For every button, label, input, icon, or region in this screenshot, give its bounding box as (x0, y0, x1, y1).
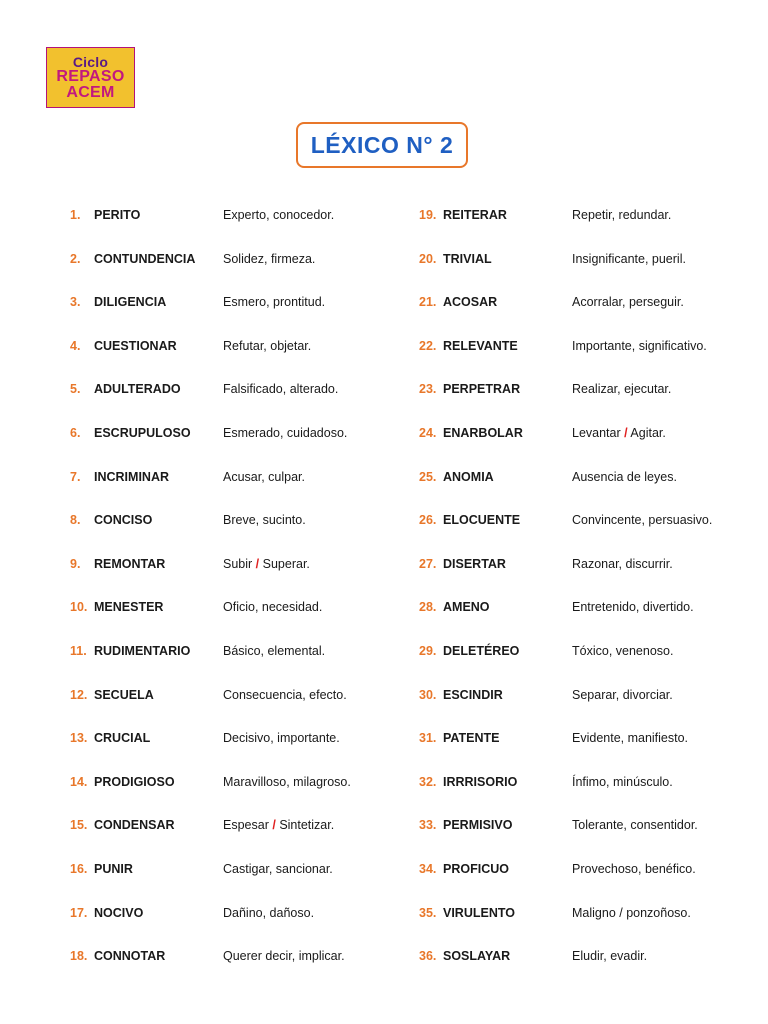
entry-word: SECUELA (94, 687, 154, 702)
entry-number: 12. (70, 687, 88, 702)
entry-definition: Acorralar, perseguir. (572, 295, 684, 310)
entry-definition: Entretenido, divertido. (572, 600, 694, 615)
ciclo-repaso-acem-logo (46, 47, 135, 108)
entry-definition: Experto, conocedor. (223, 208, 335, 222)
definition-part-b: Agitar. (630, 425, 666, 440)
definition-part-b: Superar. (262, 556, 310, 571)
entry-definition: Ausencia de leyes. (572, 469, 677, 484)
entry-number: 26. (419, 513, 437, 528)
entry-number: 16. (70, 861, 88, 876)
logo-line-ciclo: Ciclo (72, 53, 109, 70)
entry-definition: Ínfimo, minúsculo. (572, 774, 673, 789)
entry-number: 17. (70, 905, 88, 920)
entry-definition: Razonar, discurrir. (572, 556, 673, 571)
entry-definition: Solidez, firmeza. (223, 251, 316, 266)
entry-definition (223, 815, 334, 835)
entry-word: ESCRUPULOSO (94, 425, 191, 440)
entry-word: ACOSAR (443, 295, 498, 310)
entry-word: TRIVIAL (443, 251, 492, 266)
entry-number: 15. (70, 818, 88, 833)
definition-part-a: Espesar (223, 818, 269, 833)
definition-separator: / (272, 818, 276, 833)
entry-number: 29. (419, 643, 437, 658)
entry-number: 9. (70, 556, 81, 571)
entry-number: 2. (70, 251, 81, 266)
entry-word: PATENTE (443, 731, 500, 746)
entry-number: 31. (419, 731, 437, 746)
entry-number: 24. (419, 425, 437, 440)
entry-word: PERITO (94, 208, 141, 222)
entry-definition: Oficio, necesidad. (223, 600, 323, 615)
entry-word: PERMISIVO (443, 818, 513, 833)
definition-separator: / (624, 425, 628, 440)
entry-number: 30. (419, 687, 437, 702)
entry-definition (572, 423, 666, 443)
entry-definition: Maligno / ponzoñoso. (572, 905, 691, 920)
entry-definition: Repetir, redundar. (572, 208, 672, 222)
entry-definition: Esmero, prontitud. (223, 295, 326, 310)
logo-line-repaso: REPASO (56, 67, 125, 85)
entry-definition: Insignificante, pueril. (572, 251, 686, 266)
entry-word: CONNOTAR (94, 949, 166, 964)
entry-number: 1. (70, 208, 81, 222)
entry-word: ELOCUENTE (443, 513, 521, 528)
entry-word: VIRULENTO (443, 905, 515, 920)
entry-word: REMONTAR (94, 556, 166, 571)
entry-definition (223, 554, 310, 574)
entry-number: 10. (70, 600, 88, 615)
entry-number: 36. (419, 949, 437, 964)
entry-definition: Evidente, manifiesto. (572, 731, 689, 746)
entry-word: CONDENSAR (94, 818, 175, 833)
page-title: LÉXICO N° 2 (310, 131, 454, 158)
entry-definition: Realizar, ejecutar. (572, 382, 672, 397)
entry-definition: Castigar, sancionar. (223, 861, 333, 876)
entry-word: PROFICUO (443, 861, 509, 876)
entry-definition: Separar, divorciar. (572, 687, 673, 702)
entry-word: ANOMIA (443, 469, 494, 484)
entry-word: IRRRISORIO (443, 774, 518, 789)
entry-word: SOSLAYAR (443, 949, 511, 964)
entry-definition: Básico, elemental. (223, 643, 326, 658)
entry-number: 13. (70, 731, 88, 746)
entry-word: CRUCIAL (94, 731, 151, 746)
entry-definition: Querer decir, implicar. (223, 949, 345, 964)
entry-word: DISERTAR (443, 556, 506, 571)
entry-word: INCRIMINAR (94, 469, 169, 484)
entry-number: 25. (419, 469, 437, 484)
entry-word: CUESTIONAR (94, 338, 177, 353)
entry-definition: Falsificado, alterado. (223, 382, 339, 397)
entry-definition: Maravilloso, milagroso. (223, 774, 351, 789)
definition-part-b: Sintetizar. (279, 818, 335, 833)
definition-part-a: Levantar (572, 425, 621, 440)
entry-number: 18. (70, 949, 88, 964)
entry-number: 28. (419, 600, 437, 615)
entry-number: 35. (419, 905, 437, 920)
entry-word: PUNIR (94, 861, 133, 876)
entry-definition: Tolerante, consentidor. (572, 818, 698, 833)
entry-number: 3. (70, 295, 81, 310)
entry-word: ENARBOLAR (443, 425, 523, 440)
entry-word: PERPETRAR (443, 382, 521, 397)
entry-number: 33. (419, 818, 437, 833)
entry-definition: Refutar, objetar. (223, 338, 312, 353)
entry-definition: Esmerado, cuidadoso. (223, 425, 348, 440)
logo-line-acem: ACEM (66, 83, 115, 101)
entry-number: 5. (70, 382, 81, 397)
entry-definition: Breve, sucinto. (223, 513, 306, 528)
entry-word: RELEVANTE (443, 338, 518, 353)
entry-number: 32. (419, 774, 437, 789)
entry-word: RUDIMENTARIO (94, 643, 191, 658)
definition-separator: / (255, 556, 260, 571)
entry-word: ESCINDIR (443, 687, 503, 702)
entry-number: 23. (419, 382, 437, 397)
entry-word: REITERAR (443, 208, 507, 222)
entry-number: 27. (419, 556, 437, 571)
entry-word: AMENO (443, 600, 490, 615)
entry-definition: Importante, significativo. (572, 338, 707, 353)
entry-number: 7. (70, 469, 81, 484)
entry-number: 22. (419, 338, 437, 353)
entry-number: 4. (70, 338, 81, 353)
entry-definition: Acusar, culpar. (223, 469, 305, 484)
entry-word: NOCIVO (94, 905, 144, 920)
entry-word: DELETÉREO (443, 643, 520, 658)
entry-number: 20. (419, 251, 437, 266)
entry-definition: Consecuencia, efecto. (223, 687, 347, 702)
entry-number: 6. (70, 425, 81, 440)
entry-definition: Tóxico, venenoso. (572, 643, 674, 658)
definition-part-a: Subir (223, 556, 253, 571)
entry-word: CONTUNDENCIA (94, 251, 196, 266)
entry-word: PRODIGIOSO (94, 774, 175, 789)
entry-number: 19. (419, 208, 437, 222)
entry-definition: Eludir, evadir. (572, 949, 648, 964)
entry-number: 34. (419, 861, 437, 876)
entry-word: MENESTER (94, 600, 164, 615)
entry-definition: Provechoso, benéfico. (572, 861, 696, 876)
entry-number: 21. (419, 295, 437, 310)
entry-definition: Dañino, dañoso. (223, 905, 315, 920)
page-title-box (296, 122, 468, 168)
entry-definition: Convincente, persuasivo. (572, 513, 713, 528)
entry-number: 11. (70, 643, 87, 658)
entry-word: DILIGENCIA (94, 295, 167, 310)
entry-number: 8. (70, 513, 81, 528)
entry-word: ADULTERADO (94, 382, 181, 397)
entry-word: CONCISO (94, 513, 153, 528)
entry-number: 14. (70, 774, 88, 789)
entry-definition: Decisivo, importante. (223, 731, 340, 746)
